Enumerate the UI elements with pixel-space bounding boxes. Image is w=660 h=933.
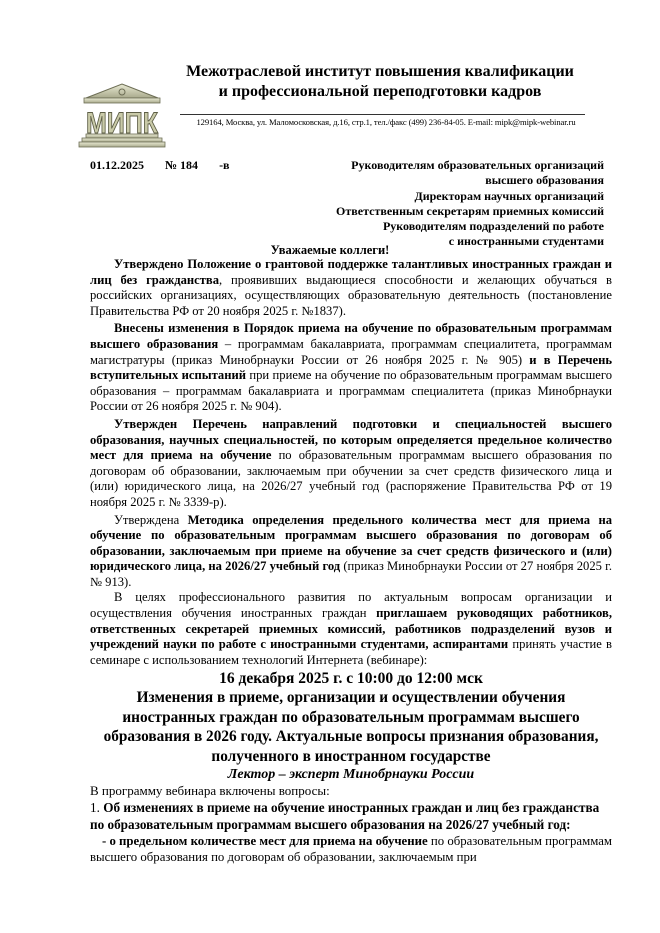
paragraph-bold: Утвержден Перечень направлений подготовки и специальностей высшего образования, научных специальностей, по которым определяется предельное количество мест для приема на обучение bbox=[90, 416, 612, 463]
paragraph-methodology bbox=[90, 513, 612, 591]
program-subitem bbox=[90, 833, 612, 865]
addressee-line: Руководителям образовательных организаций bbox=[351, 158, 604, 172]
paragraph-bold: приглашаем руководящих работников, ответственных секретарей приемных комиссий, работников подразделений вузов и учреждений науки по работе с иностранными студентами, аспирантами bbox=[90, 606, 612, 652]
paragraph-text: (приказ Минобрнауки России от 27 ноября 2025 г. № 913). bbox=[90, 559, 612, 589]
paragraph-text: Утверждена bbox=[114, 512, 188, 527]
header-divider bbox=[180, 114, 585, 115]
addressee-line: Директорам научных организаций bbox=[414, 188, 604, 203]
mipk-logo bbox=[78, 78, 166, 150]
addressee-line: с иностранными студентами bbox=[448, 234, 604, 249]
paragraph-text: – программам бакалавриата, программам специалитета, программам магистратуры (приказ Минобрнауки России от 26 ноября 2025 г. № 905) bbox=[90, 336, 612, 367]
subitem-text: по образовательным программам высшего образования по договорам об образовании, заключаемым при bbox=[90, 834, 613, 865]
paragraph-text: , проявивших выдающиеся способности и желающих обучаться в российских организациях, осуществляющих образовательную деятельность (постановление Правительства РФ от 20 ноября 2025 г. №1837). bbox=[90, 272, 612, 318]
letter-date: 01.12.2025 bbox=[90, 158, 144, 172]
webinar-lector: Лектор – эксперт Минобрнауки России bbox=[227, 767, 475, 783]
paragraph-text: по образовательным программам высшего образования по договорам об образовании, заключаемым при обучении за счет средств физического лица и (или) юридического лица, на 2026/27 учебный год (распоряжение Правительства РФ от 19 ноября 2025 г. № 3339-р). bbox=[90, 448, 612, 509]
paragraph-grant-regulation bbox=[90, 257, 612, 319]
letter-body bbox=[90, 257, 612, 865]
paragraph-invitation bbox=[90, 590, 612, 668]
subitem-bold: - о предельном количестве мест для приема на обучение bbox=[102, 834, 428, 849]
org-line-2: и профессиональной переподготовки кадров bbox=[218, 83, 542, 100]
greeting: Уважаемые коллеги! bbox=[270, 243, 390, 257]
org-line-1: Межотраслевой институт повышения квалификации bbox=[186, 63, 574, 80]
question-number: 1. bbox=[90, 800, 104, 816]
letter-number: № 184 bbox=[165, 158, 199, 172]
addressees-block bbox=[336, 158, 604, 250]
addressee-line: Ответственным секретарям приемных комиссий bbox=[336, 203, 604, 218]
logo-text: МИПК bbox=[86, 107, 159, 140]
webinar-datetime: 16 декабря 2025 г. с 10:00 до 12:00 мск bbox=[219, 670, 483, 688]
paragraph-bold: Утверждено Положение о грантовой поддержке талантливых иностранных граждан и лиц без гражданства bbox=[90, 257, 612, 287]
question-text: Об изменениях в приеме на обучение иностранных граждан и лиц без гражданства по образовательным программам высшего образования на 2026/27 учебный год: bbox=[90, 800, 600, 833]
paragraph-text: принять участие в семинаре с использованием технологий Интернета (вебинаре): bbox=[90, 637, 612, 667]
webinar-title: Изменения в приеме, организации и осуществлении обучения иностранных граждан по образовательным программам высшего образования в 2026 году. Актуальные вопросы признания образования, полученного в иностранном государстве bbox=[103, 689, 599, 765]
paragraph-bold: и в Перечень вступительных испытаний bbox=[90, 352, 612, 383]
paragraph-bold: Методика определения предельного количества мест для приема на обучение по образовательным программам высшего образования по договорам об образовании, заключаемым при приеме на обучение за счет средств физического и (или) юридического лица, на 2026/27 учебный год bbox=[90, 512, 612, 574]
organization-name bbox=[170, 62, 590, 102]
building-logo-icon bbox=[78, 78, 166, 150]
paragraph-specialties-list bbox=[90, 417, 612, 511]
paragraph-text: при приеме на обучение по образовательным программам высшего образования – программам бакалавриата и программам специалитета (приказ Минобрнауки России от 26 ноября 2025 г. № 904). bbox=[90, 368, 613, 414]
paragraph-admission-changes bbox=[90, 321, 612, 415]
addressee-line: высшего образования bbox=[485, 173, 604, 188]
program-question-1 bbox=[90, 799, 612, 833]
paragraph-bold: Внесены изменения в Порядок приема на обучение по образовательным программам высшего образования bbox=[90, 321, 612, 351]
organization-address: 129164, Москва, ул. Маломосковская, д.16, стр.1, тел./факс (499) 236-84-05. E-mail: mipk@mipk-webinar.ru bbox=[196, 117, 576, 127]
program-intro: В программу вебинара включены вопросы: bbox=[90, 783, 330, 799]
registration-line bbox=[90, 158, 248, 173]
paragraph-text: В целях профессионального развития по актуальным вопросам организации и осуществления обучения иностранных граждан bbox=[90, 590, 612, 621]
addressee-line: Руководителям подразделений по работе bbox=[382, 219, 604, 234]
letter-number-suffix: -в bbox=[219, 158, 230, 172]
